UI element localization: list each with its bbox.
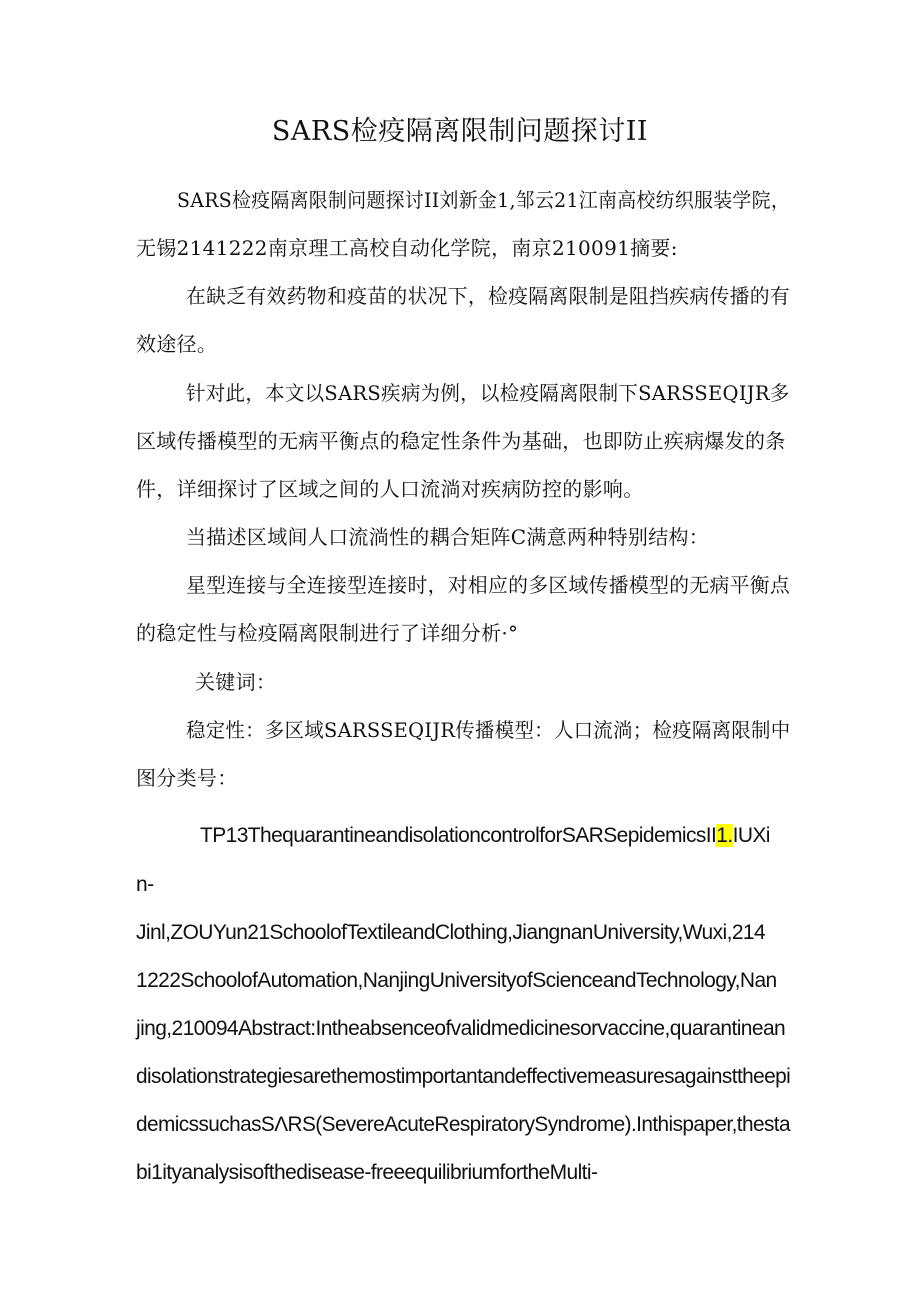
english-abstract-line: n- <box>136 873 154 896</box>
english-abstract-line <box>200 821 770 851</box>
english-text-segment: IUXi <box>732 824 770 847</box>
english-abstract-line: disolationstrategiesarethemostimportantandeffectivemeasuresagainsttheepi <box>136 1065 791 1088</box>
paragraph-line: 无锡2141222南京理工高校自动化学院，南京210091摘要: <box>136 236 678 260</box>
paragraph-line: 当描述区域间人口流淌性的耦合矩阵C满意两种特别结构： <box>186 525 710 549</box>
english-text-segment: TP13ThequarantineandisolationcontrolforSARSepidemicsII <box>200 824 717 847</box>
english-abstract-line: jing,210094Abstract:Intheabsenceofvalidmedicinesorvaccine,quarantinean <box>136 1017 786 1040</box>
paragraph-line: 效途径。 <box>136 332 218 356</box>
paragraph-line: 的稳定性与检疫隔离限制进行了详细分析·° <box>136 621 519 645</box>
paragraph-line: 区域传播模型的无病平衡点的稳定性条件为基础，也即防止疾病爆发的条 <box>136 429 786 453</box>
english-abstract-line: demicssuchasSΛRS(SevereAcuteRespiratorySyndrome).Inthispaper,thesta <box>136 1113 790 1136</box>
english-abstract-line: Jinl,ZOUYun21SchoolofTextileandClothing,JiangnanUniversity,Wuxi,214 <box>136 921 766 944</box>
paragraph-line: SARS检疫隔离限制问题探讨II刘新金1,邹云21江南高校纺织服装学院， <box>177 188 791 212</box>
keywords-heading: 关键词： <box>195 670 277 694</box>
highlighted-text: 1. <box>716 824 733 847</box>
paragraph-line: 稳定性：多区域SARSSEQIJR传播模型：人口流淌；检疫隔离限制中 <box>186 718 791 742</box>
paragraph-line: 星型连接与全连接型连接时，对相应的多区域传播模型的无病平衡点 <box>186 573 791 597</box>
english-abstract-line: bi1ityanalysisofthedisease-freeequilibriumfortheMulti- <box>136 1161 598 1184</box>
english-abstract-line: 1222SchoolofAutomation,NanjingUniversityofScienceandTechnology,Nan <box>136 969 777 992</box>
paragraph-line: 在缺乏有效药物和疫苗的状况下，检疫隔离限制是阻挡疾病传播的有 <box>186 284 791 308</box>
classification-label: 图分类号： <box>136 766 238 790</box>
paragraph-line: 针对此，本文以SARS疾病为例，以检疫隔离限制下SARSSEQIJR多 <box>186 381 790 405</box>
paragraph-line: 件，详细探讨了区域之间的人口流淌对疾病防控的影响。 <box>136 477 644 501</box>
document-title: SARS检疫隔离限制问题探讨II <box>271 116 649 147</box>
